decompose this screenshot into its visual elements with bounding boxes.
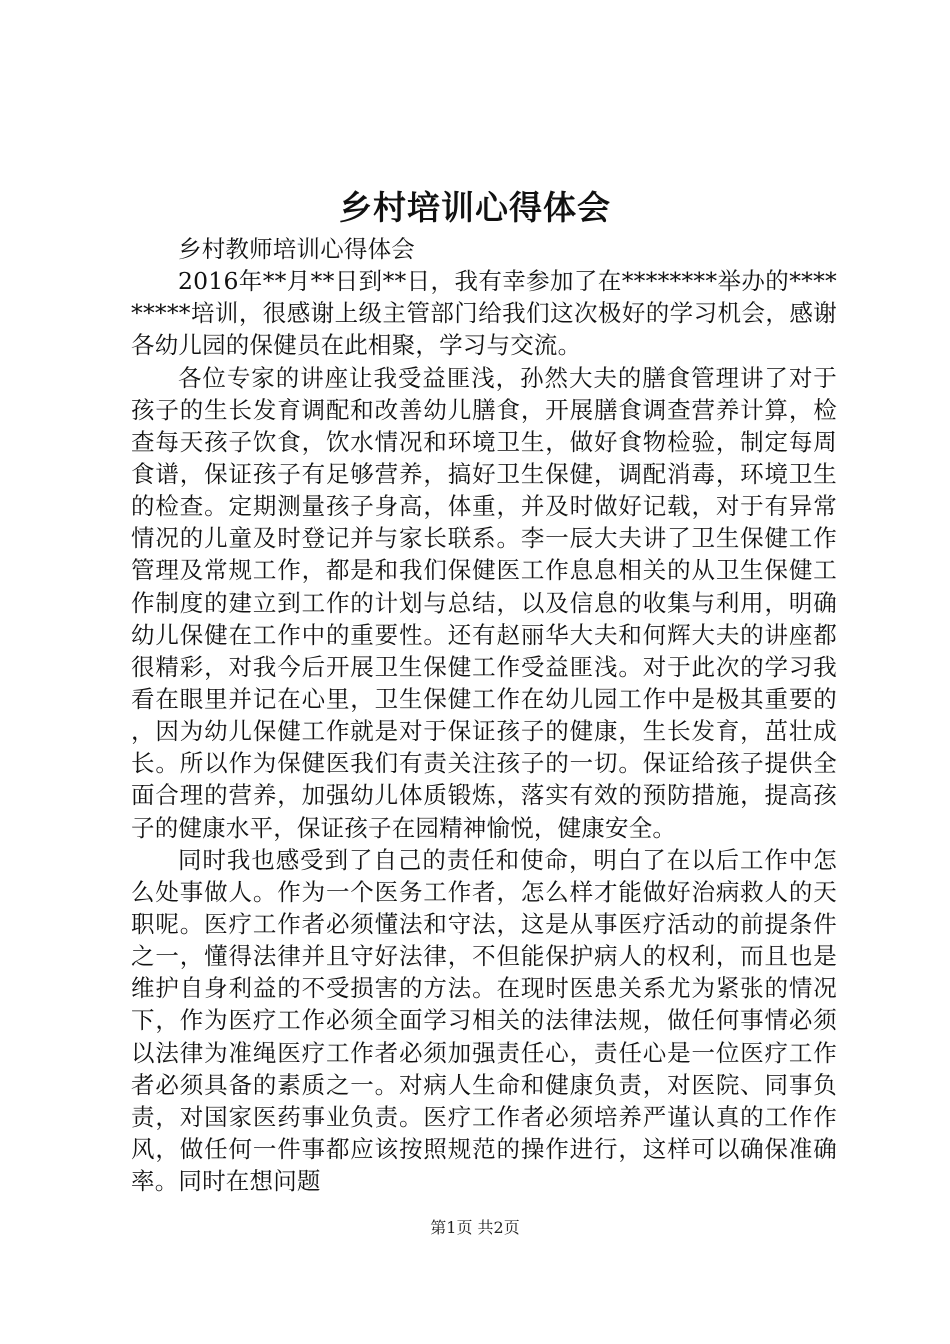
paragraph-2: 各位专家的讲座让我受益匪浅，孙然大夫的膳食管理讲了对于孩子的生长发育调配和改善幼儿膳食，开展膳食调查营养计算，检查每天孩子饮食，饮水情况和环境卫生，做好食物检验，制定每周食谱，保证孩子有足够营养，搞好卫生保健，调配消毒，环境卫生的检查。定期测量孩子身高，体重，并及时做好记载，对于有异常情况的儿童及时登记并与家长联系。李一辰大夫讲了卫生保健工作管理及常规工作，都是和我们保健医工作息息相关的从卫生保健工作制度的建立到工作的计划与总结，以及信息的收集与利用，明确幼儿保健在工作中的重要性。还有赵丽华大夫和何辉大夫的讲座都很精彩，对我今后开展卫生保健工作受益匪浅。对于此次的学习我看在眼里并记在心里，卫生保健工作在幼儿园工作中是极其重要的，因为幼儿保健工作就是对于保证孩子的健康，生长发育，茁壮成长。所以作为保健医我们有责关注孩子的一切。保证给孩子提供全面合理的营养，加强幼儿体质锻炼，落实有效的预防措施，提高孩子的健康水平，保证孩子在园精神愉悦，健康安全。 (131, 363, 837, 842)
paragraph-3: 同时我也感受到了自己的责任和使命，明白了在以后工作中怎么处事做人。作为一个医务工作者，怎么样才能做好治病救人的天职呢。医疗工作者必须懂法和守法，这是从事医疗活动的前提条件之一，懂得法律并且守好法律，不但能保护病人的权利，而且也是维护自身利益的不受损害的方法。在现时医患关系尤为紧张的情况下，作为医疗工作必须全面学习相关的法律法规，做任何事情必须以法律为准绳医疗工作者必须加强责任心，责任心是一位医疗工作者必须具备的素质之一。对病人生命和健康负责，对医院、同事负责，对国家医药事业负责。医疗工作者必须培养严谨认真的工作作风，做任何一件事都应该按照规范的操作进行，这样可以确保准确率。同时在想问题 (131, 845, 837, 1196)
document-subtitle: 乡村教师培训心得体会 (178, 235, 415, 263)
page-number-footer: 第1页 共2页 (430, 1218, 520, 1237)
document-body (131, 233, 837, 1197)
paragraph-1: 2016年**月**日到**日，我有幸参加了在********举办的*********培训，很感谢上级主管部门给我们这次极好的学习机会，感谢各幼儿园的保健员在此相聚，学习与交流。 (131, 267, 837, 360)
document-title: 乡村培训心得体会 (339, 188, 611, 227)
